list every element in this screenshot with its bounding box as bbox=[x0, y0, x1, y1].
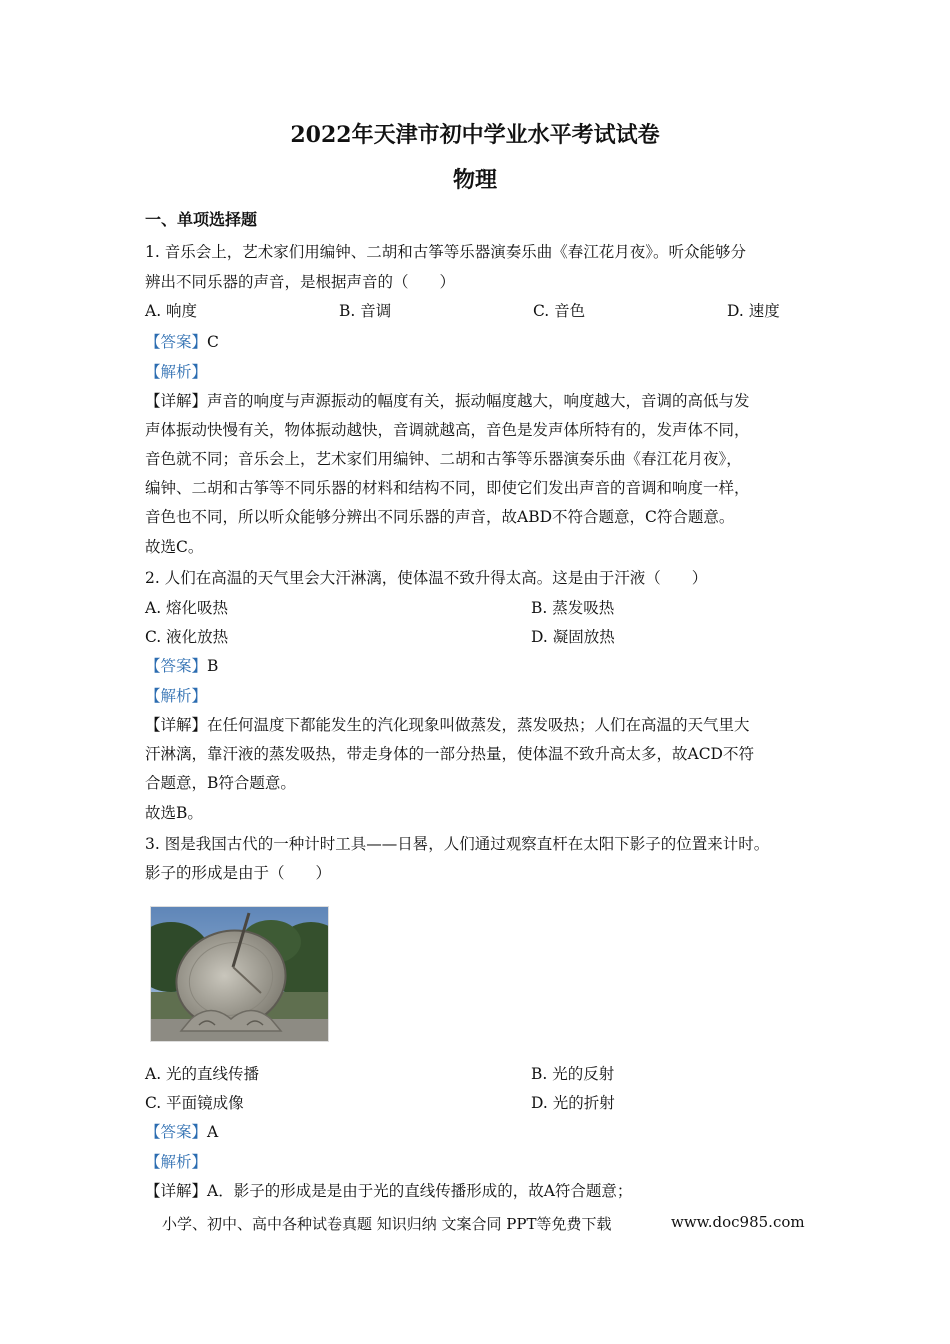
q2-detail-1 bbox=[145, 713, 750, 735]
footer-text: 小学、初中、高中各种试卷真题 知识归纳 文案合同 PPT等免费下载 bbox=[162, 1215, 612, 1233]
q1-answer bbox=[145, 330, 219, 352]
q3-option-a: A. 光的直线传播 bbox=[145, 1065, 260, 1083]
q1-option-a: A. 响度 bbox=[145, 302, 198, 320]
q2-detail-text: 在任何温度下都能发生的汽化现象叫做蒸发，蒸发吸热；人们在高温的天气里大 bbox=[207, 716, 750, 734]
detail-label: 【详解】 bbox=[145, 392, 208, 410]
detail-label: 【详解】 bbox=[145, 716, 208, 734]
q2-option-d: D. 凝固放热 bbox=[531, 628, 615, 646]
analysis-label: 【解析】 bbox=[145, 363, 208, 381]
q2-detail-3: 合题意，B符合题意。 bbox=[145, 774, 296, 792]
sundial-illustration bbox=[151, 907, 328, 1041]
q2-option-b: B. 蒸发吸热 bbox=[531, 599, 615, 617]
q3-detail-1 bbox=[145, 1179, 632, 1201]
detail-label: 【详解】 bbox=[145, 1182, 208, 1200]
q3-analysis bbox=[145, 1150, 207, 1172]
section-heading: 一、单项选择题 bbox=[145, 210, 258, 229]
q1-detail-1 bbox=[145, 389, 750, 411]
q2-answer-value: B bbox=[207, 657, 219, 675]
q3-option-b: B. 光的反射 bbox=[531, 1065, 615, 1083]
q3-line-2: 影子的形成是由于（ ） bbox=[145, 864, 332, 882]
q1-option-c: C. 音色 bbox=[533, 302, 586, 320]
answer-label: 【答案】 bbox=[145, 333, 208, 351]
q1-answer-value: C bbox=[207, 333, 219, 351]
q1-detail-text: 声音的响度与声源振动的幅度有关，振动幅度越大，响度越大，音调的高低与发 bbox=[207, 392, 750, 410]
analysis-label: 【解析】 bbox=[145, 1153, 208, 1171]
q2-detail-2: 汗淋漓，靠汗液的蒸发吸热，带走身体的一部分热量，使体温不致升高太多，故ACD不符 bbox=[145, 745, 754, 763]
q3-option-d: D. 光的折射 bbox=[531, 1094, 615, 1112]
q1-detail-2: 声体振动快慢有关，物体振动越快，音调就越高，音色是发声体所特有的，发声体不同， bbox=[145, 421, 750, 439]
q2-answer bbox=[145, 654, 218, 676]
q2-option-a: A. 熔化吸热 bbox=[145, 599, 229, 617]
sundial-photo bbox=[150, 906, 329, 1042]
q2-option-c: C. 液化放热 bbox=[145, 628, 229, 646]
q2-conclusion: 故选B。 bbox=[145, 804, 203, 822]
footer-url[interactable]: www.doc985.com bbox=[671, 1213, 805, 1231]
q1-analysis bbox=[145, 360, 207, 382]
q3-answer bbox=[145, 1120, 218, 1142]
q1-line-2: 辨出不同乐器的声音，是根据声音的（ ） bbox=[145, 273, 456, 291]
q1-option-d: D. 速度 bbox=[727, 302, 780, 320]
q1-option-b: B. 音调 bbox=[339, 302, 392, 320]
q1-detail-4: 编钟、二胡和古筝等不同乐器的材料和结构不同，即使它们发出声音的音调和响度一样， bbox=[145, 479, 750, 497]
q1-line-1: 1. 音乐会上，艺术家们用编钟、二胡和古筝等乐器演奏乐曲《春江花月夜》。听众能够分 bbox=[145, 243, 746, 261]
q2-analysis bbox=[145, 684, 207, 706]
q1-detail-5: 音色也不同，所以听众能够分辨出不同乐器的声音，故ABD不符合题意，C符合题意。 bbox=[145, 508, 735, 526]
subject-title: 物理 bbox=[452, 167, 497, 193]
analysis-label: 【解析】 bbox=[145, 687, 208, 705]
q1-conclusion: 故选C。 bbox=[145, 538, 204, 556]
q3-option-c: C. 平面镜成像 bbox=[145, 1094, 244, 1112]
answer-label: 【答案】 bbox=[145, 657, 208, 675]
page-title: 2022年天津市初中学业水平考试试卷 bbox=[290, 122, 660, 148]
q1-detail-3: 音色就不同；音乐会上，艺术家们用编钟、二胡和古筝等乐器演奏乐曲《春江花月夜》， bbox=[145, 450, 742, 468]
q2-line-1: 2. 人们在高温的天气里会大汗淋漓，使体温不致升得太高。这是由于汗液（ ） bbox=[145, 569, 708, 587]
q3-answer-value: A bbox=[207, 1123, 219, 1141]
q3-detail-text: A．影子的形成是是由于光的直线传播形成的，故A符合题意； bbox=[207, 1182, 633, 1200]
q3-line-1: 3. 图是我国古代的一种计时工具——日晷，人们通过观察直杆在太阳下影子的位置来计时。 bbox=[145, 835, 770, 853]
answer-label: 【答案】 bbox=[145, 1123, 208, 1141]
